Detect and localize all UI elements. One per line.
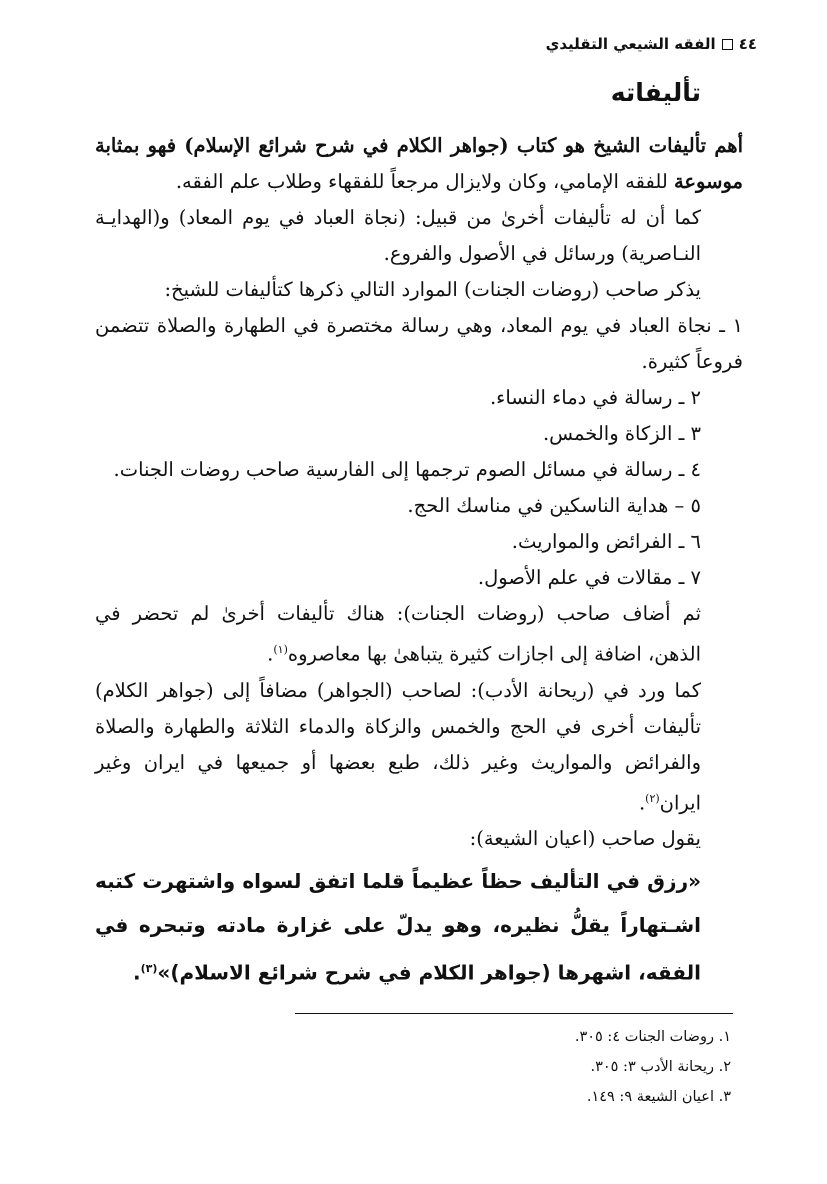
paragraph-3: يذكر صاحب (روضات الجنات) الموارد التالي ذكرها كتأليفات للشيخ: — [164, 278, 701, 301]
square-ornament-icon — [722, 39, 733, 50]
block-quote — [95, 859, 743, 995]
paragraph-4 — [95, 596, 743, 673]
paragraph-1-rest: للفقه الإمامي، وكان ولايزال مرجعاً للفقهاء وطلاب علم الفقه. — [175, 170, 668, 193]
paragraph-5 — [95, 673, 743, 822]
footnote-ref-2: (٢) — [645, 791, 660, 805]
paragraph-4-text: ثم أضاف صاحب (روضات الجنات): هناك تأليفات أخرىٰ لم تحضر في الذهن، اضافة إلى اجازات كثيرة يتباهىٰ بها معاصروه — [95, 602, 701, 666]
paragraph-2: كما أن له تأليفات أخرىٰ من قبيل: (نجاة العباد في يوم المعاد) و(الهدايـة النـاصرية) ورسائل في الأصول والفروع. — [95, 206, 701, 265]
footnotes — [291, 1022, 731, 1112]
paragraph-4-end: . — [267, 642, 274, 666]
paragraph-1-lead: أهم تأليفات الشيخ هو كتاب (جواهر الكلام في شرح شرائع الإسلام) فهو بمثابة موسوعة — [95, 134, 743, 193]
list-item: ٢ ـ رسالة في دماء النساء. — [489, 386, 701, 409]
footnote-ref-1: (١) — [273, 643, 288, 656]
paragraph-5-rest: أخرى في الحج والخمس والزكاة والدماء الثلاثة والطهارة والصلاة والفرائض والمواريث وغير ذلك، طبع بعضها أو جميعها في ايران وغير ايران — [95, 714, 701, 814]
paragraph-6: يقول صاحب (اعيان الشيعة): — [469, 827, 701, 850]
footnote-item: ٢. ريحانة الأدب ٣: ٣٠٥. — [590, 1059, 731, 1075]
list-item: ٣ ـ الزكاة والخمس. — [542, 422, 701, 445]
page-number: ٤٤ — [738, 35, 757, 53]
footnote-item: ١. روضات الجنات ٤: ٣٠٥. — [574, 1029, 731, 1045]
quote-text: «رزق في التأليف حظاً عظيماً قلما اتفق لسواه واشتهرت كتبه اشـتهاراً يقلُّ نظيره، وهو يدلّ على غزارة مادته وتبحره في الفقه، اشهرها (جواهر الكلام في شرح شرائع الاسلام)» — [95, 869, 701, 985]
list-item: ٤ ـ رسالة في مسائل الصوم ترجمها إلى الفارسية صاحب روضات الجنات. — [113, 458, 701, 481]
footnote-divider — [295, 1013, 733, 1014]
quote-end: . — [133, 960, 141, 985]
list-item: ٦ ـ الفرائض والمواريث. — [511, 530, 701, 553]
paragraph-5-end: . — [638, 791, 646, 814]
paragraph-5-lead: كما ورد في (ريحانة الأدب): لصاحب (الجواهر) مضافاً إلى (جواهر الكلام) تأليفات — [95, 678, 701, 738]
section-title: تأليفاته — [610, 78, 701, 107]
footnote-ref-3: (٣) — [140, 962, 158, 975]
list-item: ٥ – هداية الناسكين في مناسك الحج. — [407, 494, 701, 517]
footnote-item: ٣. اعيان الشيعة ٩: ١٤٩. — [586, 1089, 731, 1105]
running-header — [70, 30, 757, 58]
paragraph-1 — [95, 128, 743, 200]
running-title: الفقه الشيعي التقليدي — [545, 35, 716, 53]
main-text — [95, 128, 743, 995]
list-item: ١ ـ نجاة العباد في يوم المعاد، وهي رسالة مختصرة في الطهارة والصلاة تتضمن فروعاً كثيرة. — [95, 314, 743, 373]
list-item: ٧ ـ مقالات في علم الأصول. — [477, 566, 701, 589]
